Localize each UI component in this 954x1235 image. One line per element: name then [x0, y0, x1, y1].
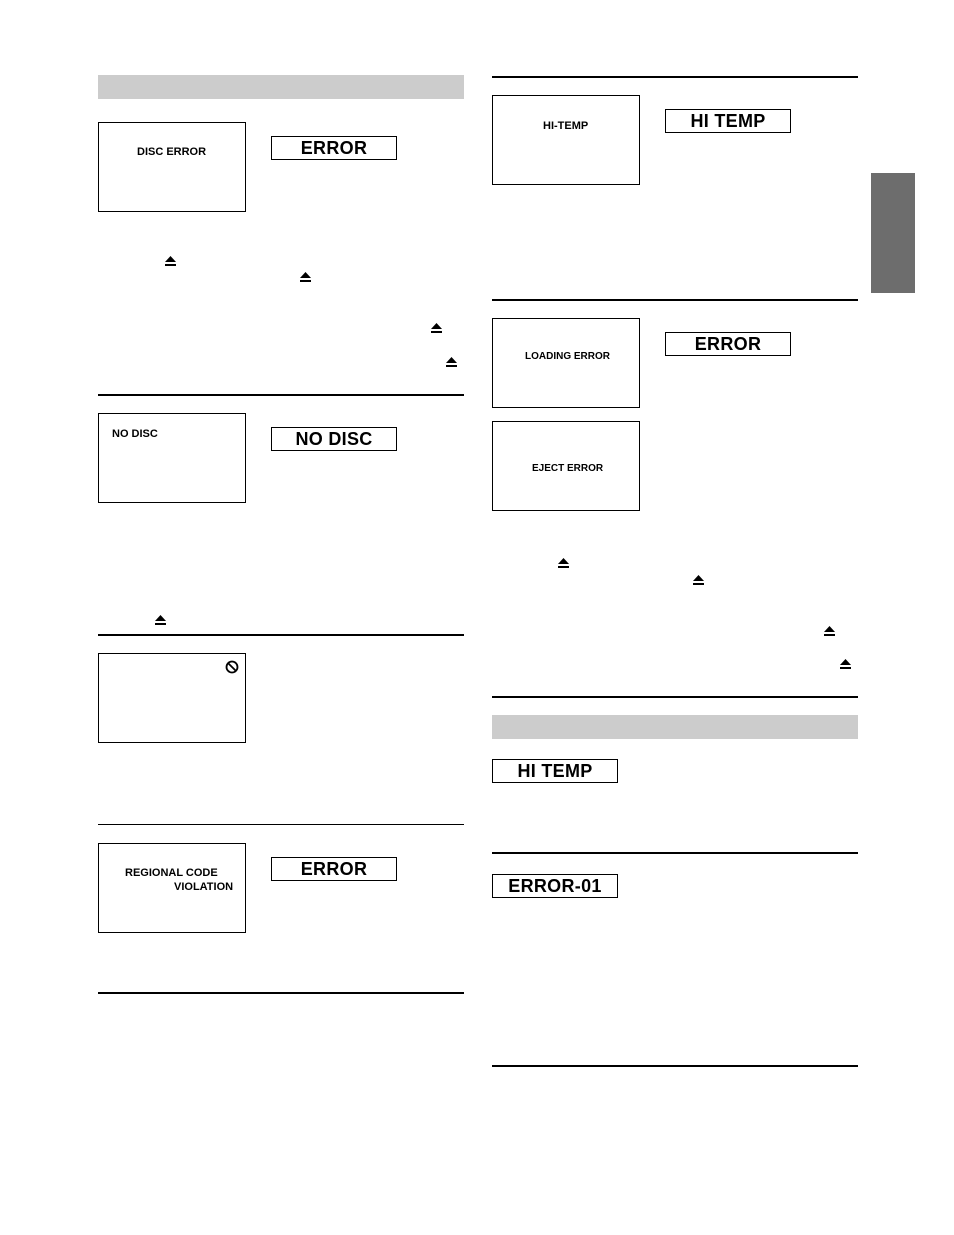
eject-icon	[446, 357, 457, 367]
eject-icon	[558, 558, 569, 568]
side-tab	[871, 173, 915, 293]
regional-code-line2: VIOLATION	[174, 881, 234, 893]
no-disc-screen	[98, 413, 246, 503]
hi-temp-screen	[492, 95, 640, 185]
divider	[492, 852, 858, 854]
divider	[492, 299, 858, 301]
loading-error-screen-text: LOADING ERROR	[525, 351, 610, 362]
eject-icon	[165, 256, 176, 266]
divider	[98, 992, 464, 994]
section-header-bar-left	[98, 75, 464, 99]
eject-icon	[300, 272, 311, 282]
no-disc-screen-text: NO DISC	[112, 428, 158, 440]
loading-error-screen	[492, 318, 640, 408]
eject-icon	[155, 615, 166, 625]
regional-code-indicator: ERROR	[271, 857, 397, 881]
prohibited-icon	[225, 660, 239, 674]
no-disc-indicator: NO DISC	[271, 427, 397, 451]
hi-temp-indicator: HI TEMP	[665, 109, 791, 133]
eject-error-screen-text: EJECT ERROR	[532, 463, 604, 474]
disc-error-screen	[98, 122, 246, 212]
eject-icon	[693, 575, 704, 585]
divider	[492, 696, 858, 698]
hi-temp-indicator-standalone: HI TEMP	[492, 759, 618, 783]
divider	[492, 76, 858, 78]
eject-icon	[824, 626, 835, 636]
section-header-bar-right	[492, 715, 858, 739]
regional-code-line1: REGIONAL CODE	[125, 867, 218, 879]
eject-icon	[431, 323, 442, 333]
divider	[98, 634, 464, 636]
eject-error-screen	[492, 421, 640, 511]
disc-error-screen-text: DISC ERROR	[137, 146, 207, 158]
loading-error-indicator: ERROR	[665, 332, 791, 356]
regional-code-screen	[98, 843, 246, 933]
divider	[98, 824, 464, 825]
divider	[492, 1065, 858, 1067]
disc-error-indicator: ERROR	[271, 136, 397, 160]
prohibited-screen	[98, 653, 246, 743]
error-01-indicator: ERROR-01	[492, 874, 618, 898]
eject-icon	[840, 659, 851, 669]
divider	[98, 394, 464, 396]
hi-temp-screen-text: HI-TEMP	[543, 120, 589, 132]
